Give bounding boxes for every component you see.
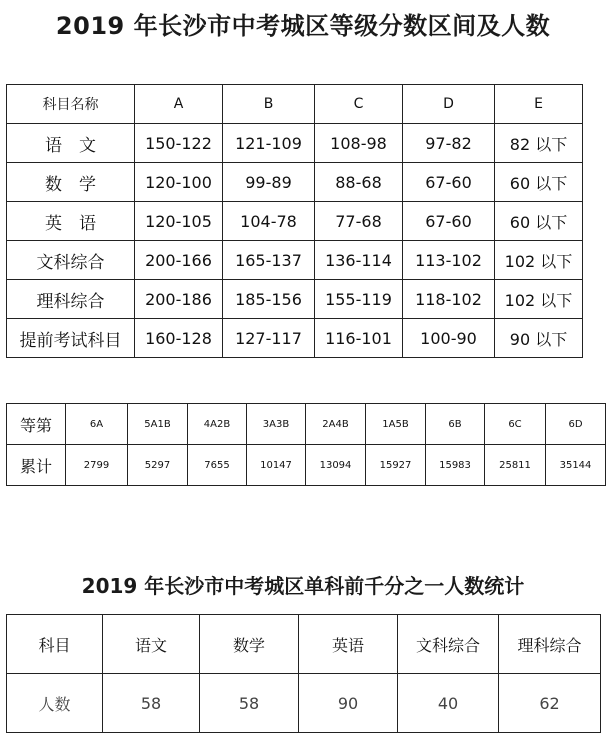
subject-cell: 英语: [299, 615, 398, 674]
score-cell: 136-114: [315, 241, 403, 280]
score-cell: 102 以下: [495, 280, 583, 319]
subject-cell: 数 学: [7, 163, 135, 202]
table-row: [7, 124, 583, 163]
table-row: [7, 280, 583, 319]
count-cell: 15983: [426, 445, 485, 486]
table-row: [7, 615, 601, 674]
level-cell: 6C: [485, 404, 546, 445]
score-cell: 88-68: [315, 163, 403, 202]
row-label: 累计: [7, 445, 66, 486]
score-cell: 67-60: [403, 202, 495, 241]
level-cell: 5A1B: [128, 404, 188, 445]
table-row: [7, 163, 583, 202]
count-cell: 35144: [546, 445, 606, 486]
score-cell: 200-166: [135, 241, 223, 280]
score-cell: 90 以下: [495, 319, 583, 358]
count-cell: 15927: [366, 445, 426, 486]
subject-cell: 文科综合: [398, 615, 499, 674]
row-label: 等第: [7, 404, 66, 445]
count-cell: 90: [299, 674, 398, 733]
header-cell: D: [403, 85, 495, 124]
table-row: [7, 445, 606, 486]
table-header-row: [7, 85, 583, 124]
subject-cell: 英 语: [7, 202, 135, 241]
score-cell: 99-89: [223, 163, 315, 202]
grade-score-table: [6, 84, 583, 358]
score-cell: 127-117: [223, 319, 315, 358]
header-cell: E: [495, 85, 583, 124]
score-cell: 97-82: [403, 124, 495, 163]
count-cell: 58: [200, 674, 299, 733]
score-cell: 113-102: [403, 241, 495, 280]
table-row: [7, 674, 601, 733]
score-cell: 185-156: [223, 280, 315, 319]
section-title: 2019 年长沙市中考城区单科前千分之一人数统计: [81, 574, 525, 598]
score-cell: 60 以下: [495, 163, 583, 202]
score-cell: 120-100: [135, 163, 223, 202]
score-cell: 116-101: [315, 319, 403, 358]
row-label: 科目: [7, 615, 103, 674]
header-cell: A: [135, 85, 223, 124]
subject-cell: 理科综合: [7, 280, 135, 319]
score-cell: 60 以下: [495, 202, 583, 241]
count-cell: 25811: [485, 445, 546, 486]
subject-cell: 理科综合: [499, 615, 601, 674]
count-cell: 62: [499, 674, 601, 733]
level-cell: 4A2B: [188, 404, 247, 445]
count-cell: 10147: [247, 445, 306, 486]
score-cell: 155-119: [315, 280, 403, 319]
subject-cell: 文科综合: [7, 241, 135, 280]
score-cell: 104-78: [223, 202, 315, 241]
score-cell: 102 以下: [495, 241, 583, 280]
score-cell: 121-109: [223, 124, 315, 163]
level-cell: 3A3B: [247, 404, 306, 445]
table-row: [7, 202, 583, 241]
score-cell: 160-128: [135, 319, 223, 358]
table-row: [7, 404, 606, 445]
count-cell: 5297: [128, 445, 188, 486]
score-cell: 77-68: [315, 202, 403, 241]
score-cell: 150-122: [135, 124, 223, 163]
level-cell: 6A: [66, 404, 128, 445]
score-cell: 67-60: [403, 163, 495, 202]
top-per-mille-table: [6, 614, 601, 733]
score-cell: 200-186: [135, 280, 223, 319]
row-label: 人数: [7, 674, 103, 733]
count-cell: 2799: [66, 445, 128, 486]
level-cell: 6D: [546, 404, 606, 445]
level-cell: 1A5B: [366, 404, 426, 445]
score-cell: 165-137: [223, 241, 315, 280]
table-row: [7, 319, 583, 358]
subject-cell: 语文: [103, 615, 200, 674]
subject-cell: 数学: [200, 615, 299, 674]
header-cell: C: [315, 85, 403, 124]
score-cell: 82 以下: [495, 124, 583, 163]
subject-cell: 提前考试科目: [7, 319, 135, 358]
header-cell: 科目名称: [7, 85, 135, 124]
score-cell: 100-90: [403, 319, 495, 358]
level-cell: 6B: [426, 404, 485, 445]
score-cell: 108-98: [315, 124, 403, 163]
score-cell: 120-105: [135, 202, 223, 241]
page-title: 2019 年长沙市中考城区等级分数区间及人数: [55, 12, 551, 40]
table-row: [7, 241, 583, 280]
count-cell: 40: [398, 674, 499, 733]
cumulative-rank-table: [6, 403, 606, 486]
level-cell: 2A4B: [306, 404, 366, 445]
subject-cell: 语 文: [7, 124, 135, 163]
score-cell: 118-102: [403, 280, 495, 319]
header-cell: B: [223, 85, 315, 124]
count-cell: 13094: [306, 445, 366, 486]
count-cell: 58: [103, 674, 200, 733]
count-cell: 7655: [188, 445, 247, 486]
